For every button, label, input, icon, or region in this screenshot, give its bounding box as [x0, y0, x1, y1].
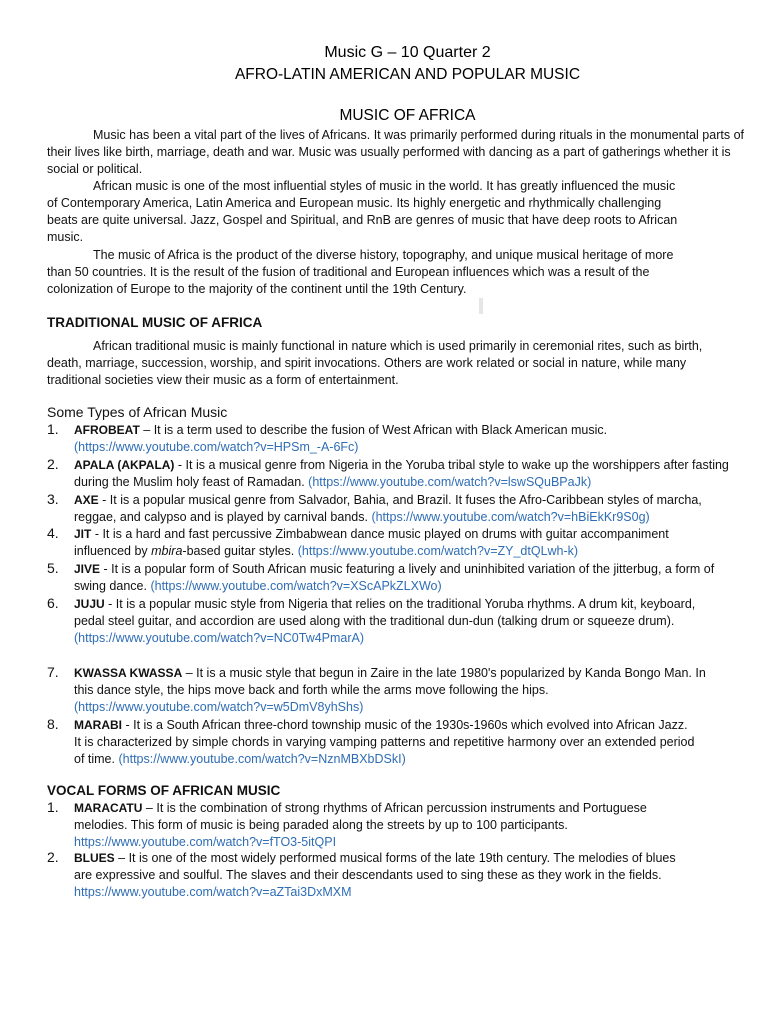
term: JUJU [74, 597, 105, 611]
term: MARABI [74, 718, 122, 732]
youtube-link[interactable]: (https://www.youtube.com/watch?v=hBiEkKr9S0g) [371, 510, 650, 524]
description: It is a music style that begun in Zaire in the late 1980's popularized by Kanda Bongo Man. In this dance style, the hips move back and forth while the arms move following the hips. [74, 666, 706, 697]
term: APALA (AKPALA) [74, 458, 175, 472]
term: KWASSA KWASSA [74, 666, 183, 680]
intro-paragraph-1: Music has been a vital part of the lives of Africans. It was primarily performed during rituals in the monumental parts of their lives like birth, marriage, death and war. Music was usually performed with dancing as a part of gatherings whether it is social or political. [47, 128, 744, 176]
list-item: 1. MARACATU – It is the combination of strong rhythms of African percussion instruments and Portuguese melodies. This form of music is being paraded along the streets by up to 100 participants. https://www.youtube.com/watch?v=fTO3-5itQPI [47, 799, 647, 849]
list-item: 4. JIT - It is a hard and fast percussive Zimbabwean dance music played on drums with guitar accompaniment influenced by mbira-based guitar styles. (https://www.youtube.com/watch?v=ZY_dtQLwh-k) [47, 525, 669, 558]
list-item: 2. BLUES – It is one of the most widely performed musical forms of the late 19th century. The melodies of blues are expressive and soulful. The slaves and their descendants used to sing these as they work in the fields. https://www.youtube.com/watch?v=aZTai3DxMXM [47, 849, 676, 899]
list-number: 3. [47, 491, 59, 507]
youtube-link[interactable]: (https://www.youtube.com/watch?v=XScAPkZLXWo) [150, 579, 442, 593]
list-number: 2. [47, 456, 59, 472]
list-item: 1. AFROBEAT – It is a term used to describe the fusion of West African with Black American music. (https://www.youtube.com/watch?v=HPSm_-A-6Fc) [47, 421, 608, 454]
traditional-paragraph: African traditional music is mainly functional in nature which is used primarily in ceremonial rites, such as birth, death, marriage, succession, worship, and spirit invocations. Others are work related or social in nature, while many traditional societies view their music as a form of entertainment. [47, 339, 703, 387]
youtube-link[interactable]: (https://www.youtube.com/watch?v=w5DmV8yhShs) [74, 700, 364, 714]
list-item: 6. JUJU - It is a popular music style from Nigeria that relies on the traditional Yoruba rhythms. A drum kit, keyboard, pedal steel guitar, and accordion are used along with the traditional dun-dun (talking drum or squeeze drum). (https://www.youtube.com/watch?v=NC0Tw4PmarA) [47, 595, 696, 645]
types-heading: Some Types of African Music [47, 404, 228, 420]
intro-paragraph-2: African music is one of the most influential styles of music in the world. It has greatly influenced the music of Contemporary America, Latin America and European music. Its highly energetic and rhythmically challenging beats are quite universal. Jazz, Gospel and Spiritual, and RnB are genres of music that have deep roots to African music. [47, 179, 678, 244]
description: It is a popular musical genre from Salvador, Bahia, and Brazil. It fuses the Afro-Caribbean styles of marcha, reggae, and calypso and is played by carnival bands. [74, 493, 702, 524]
list-number: 1. [47, 421, 59, 437]
youtube-link[interactable]: (https://www.youtube.com/watch?v=lswSQuBPaJk) [308, 475, 592, 489]
list-number: 8. [47, 716, 59, 732]
term: AFROBEAT [74, 423, 140, 437]
description: It is a musical genre from Nigeria in the Yoruba tribal style to wake up the worshippers after fasting during the Muslim holy feast of Ramadan. [74, 458, 729, 489]
youtube-link[interactable]: (https://www.youtube.com/watch?v=NznMBXbDSkI) [118, 752, 406, 766]
section-title: MUSIC OF AFRICA [339, 107, 476, 124]
term: JIT [74, 527, 92, 541]
list-number: 2. [47, 849, 59, 865]
description: It is a popular form of South African music featuring a lively and uninhibited variation of the jitterbug, a form of swing dance. [74, 562, 715, 593]
list-number: 6. [47, 595, 59, 611]
term: JIVE [74, 562, 101, 576]
youtube-link[interactable]: (https://www.youtube.com/watch?v=ZY_dtQLwh-k) [297, 544, 579, 558]
list-number: 7. [47, 664, 59, 680]
description: It is one of the most widely performed musical forms of the late 19th century. The melodies of blues are expressive and soulful. The slaves and their descendants used to sing these as they work in the fields. [74, 851, 676, 882]
list-item: 2. APALA (AKPALA) - It is a musical genre from Nigeria in the Yoruba tribal style to wake up the worshippers after fasting during the Muslim holy feast of Ramadan. (https://www.youtube.com/watch?v=lswSQuBPaJk) [47, 456, 729, 489]
youtube-link[interactable]: (https://www.youtube.com/watch?v=NC0Tw4PmarA) [74, 631, 365, 645]
description: It is a South African three-chord township music of the 1930s-1960s which evolved into African Jazz. It is characterized by simple chords in varying vamping patterns and repetitive harmony over an extended period of time. [74, 718, 695, 766]
description: It is a popular music style from Nigeria that relies on the traditional Yoruba rhythms. A drum kit, keyboard, pedal steel guitar, and accordion are used along with the traditional dun-dun (talking drum or squeeze drum). [74, 597, 696, 628]
document-subtitle: AFRO-LATIN AMERICAN AND POPULAR MUSIC [234, 66, 581, 83]
term: BLUES [74, 851, 115, 865]
scan-artifact [479, 298, 483, 314]
youtube-link[interactable]: https://www.youtube.com/watch?v=fTO3-5itQPI [74, 835, 337, 849]
list-item: 7. KWASSA KWASSA – It is a music style that begun in Zaire in the late 1980's popularized by Kanda Bongo Man. In this dance style, the hips move back and forth while the arms move following the hips. (https://www.youtube.com/watch?v=w5DmV8yhShs) [47, 664, 706, 714]
list-item: 3. AXE - It is a popular musical genre from Salvador, Bahia, and Brazil. It fuses the Afro-Caribbean styles of marcha, reggae, and calypso and is played by carnival bands. (https://www.youtube.com/watch?v=hBiEkKr9S0g) [47, 491, 702, 524]
list-number: 5. [47, 560, 59, 576]
youtube-link[interactable]: (https://www.youtube.com/watch?v=HPSm_-A-6Fc) [74, 440, 359, 454]
description: It is the combination of strong rhythms of African percussion instruments and Portuguese melodies. This form of music is being paraded along the streets by up to 100 participants. [74, 801, 647, 832]
description: It is a term used to describe the fusion of West African with Black American music. [153, 423, 608, 437]
traditional-heading: TRADITIONAL MUSIC OF AFRICA [47, 315, 263, 330]
term: MARACATU [74, 801, 143, 815]
list-number: 1. [47, 799, 59, 815]
term: AXE [74, 493, 99, 507]
document-title: Music G – 10 Quarter 2 [324, 44, 491, 61]
list-number: 4. [47, 525, 59, 541]
list-item: 8. MARABI - It is a South African three-chord township music of the 1930s-1960s which evolved into African Jazz. It is characterized by simple chords in varying vamping patterns and repetitive harmony over an extended period of time. (https://www.youtube.com/watch?v=NznMBXbDSkI) [47, 716, 695, 766]
intro-paragraph-3: The music of Africa is the product of the diverse history, topography, and unique musical heritage of more than 50 countries. It is the result of the fusion of traditional and European influences which was a result of the colonization of Europe to the majority of the continent until the 19th Century. [47, 248, 674, 296]
youtube-link[interactable]: https://www.youtube.com/watch?v=aZTai3DxMXM [74, 885, 352, 899]
list-item: 5. JIVE - It is a popular form of South African music featuring a lively and uninhibited variation of the jitterbug, a form of swing dance. (https://www.youtube.com/watch?v=XScAPkZLXWo) [47, 560, 715, 593]
vocal-heading: VOCAL FORMS OF AFRICAN MUSIC [47, 783, 281, 798]
